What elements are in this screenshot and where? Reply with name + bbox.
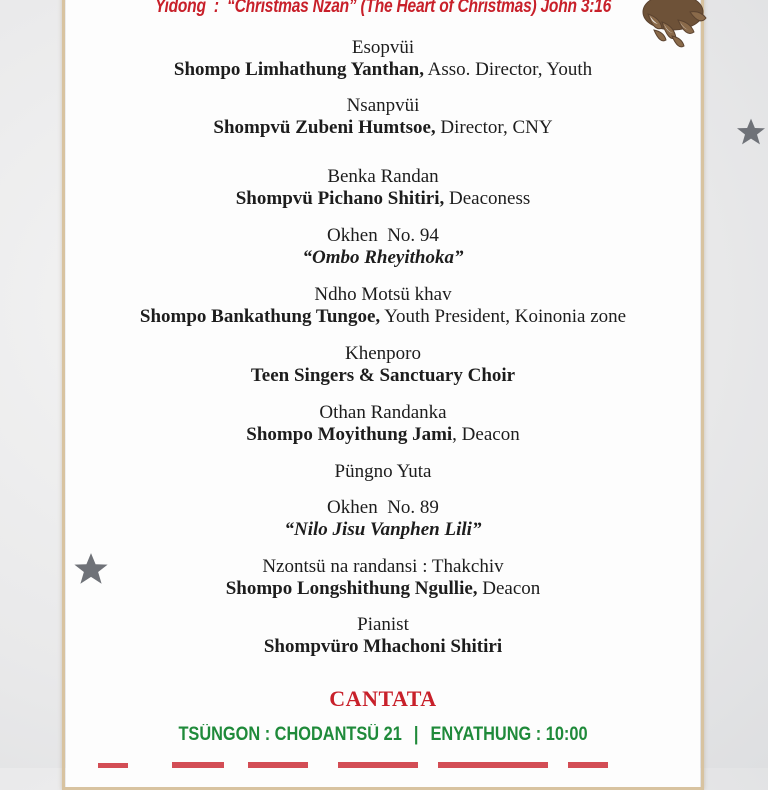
program-item (66, 37, 700, 81)
program-person (66, 59, 700, 81)
person-detail: Asso. Director, Youth (423, 59, 593, 80)
program-person (66, 365, 700, 387)
cantata-time: ENYATHUNG : 10:00 (430, 724, 588, 745)
program-role: Othan Randanka (319, 402, 447, 423)
hymn-title: “Nilo Jisu Vanphen Lili” (284, 519, 482, 540)
schedule-separator: | (413, 724, 419, 745)
program-item (66, 225, 700, 269)
cut-off-text-fragment (98, 760, 618, 768)
cantata-schedule (110, 724, 655, 746)
person-name: Shompo Bankathung Tungoe, (139, 306, 381, 327)
person-detail: Deacon (477, 578, 541, 599)
person-name: Teen Singers & Sanctuary Choir (250, 365, 516, 386)
program-role: Nsanpvüi (346, 95, 420, 116)
program-item (66, 497, 700, 541)
program-content (66, 0, 700, 768)
program-role: Benka Randan (327, 166, 439, 187)
theme-label: Yidong (154, 0, 206, 17)
program-item (66, 614, 700, 658)
program-role: Nzontsü na randansi : Thakchiv (262, 556, 504, 577)
hymn-title: “Ombo Rheyithoka” (302, 247, 464, 268)
person-name: Shompvü Pichano Shitiri, (235, 188, 445, 209)
program-role: Okhen No. 89 (327, 497, 439, 518)
program-person (66, 117, 700, 139)
program-role: Püngno Yuta (334, 461, 432, 482)
cantata-date: TSÜNGON : CHODANTSÜ 21 (178, 724, 402, 745)
theme-colon: : (213, 0, 219, 17)
program-item (66, 95, 700, 139)
program-item (66, 461, 700, 483)
person-name: Shompo Moyithung Jami (246, 424, 453, 445)
program-person (66, 188, 700, 210)
program-person (66, 578, 700, 600)
program-item (66, 284, 700, 328)
program-role: Esopvüi (351, 37, 415, 58)
cantata-heading: CANTATA (329, 686, 437, 711)
person-name: Shompo Longshithung Ngullie, (225, 578, 478, 599)
person-detail: Deaconess (444, 188, 531, 209)
program-role: Khenporo (345, 343, 421, 364)
program-item (66, 166, 700, 210)
program-item (66, 402, 700, 446)
person-name: Shompvü Zubeni Humtsoe, (213, 117, 436, 138)
program-item (66, 556, 700, 600)
program-person (66, 636, 700, 658)
program-role: Ndho Motsü khav (314, 284, 452, 305)
person-detail: Director, CNY (435, 117, 553, 138)
program-item (66, 343, 700, 387)
program-role: Okhen No. 94 (327, 225, 439, 246)
theme-line (123, 0, 643, 18)
star-icon (735, 116, 767, 148)
program-person (66, 306, 700, 328)
person-detail: , Deacon (452, 424, 520, 445)
theme-text: “Christmas Nzan” (The Heart of Christmas) John 3:16 (227, 0, 612, 17)
program-role: Pianist (357, 614, 409, 635)
person-detail: Youth President, Koinonia zone (380, 306, 627, 327)
person-name: Shompo Limhathung Yanthan, (173, 59, 424, 80)
program-person (66, 424, 700, 446)
person-name: Shompvüro Mhachoni Shitiri (263, 636, 503, 657)
